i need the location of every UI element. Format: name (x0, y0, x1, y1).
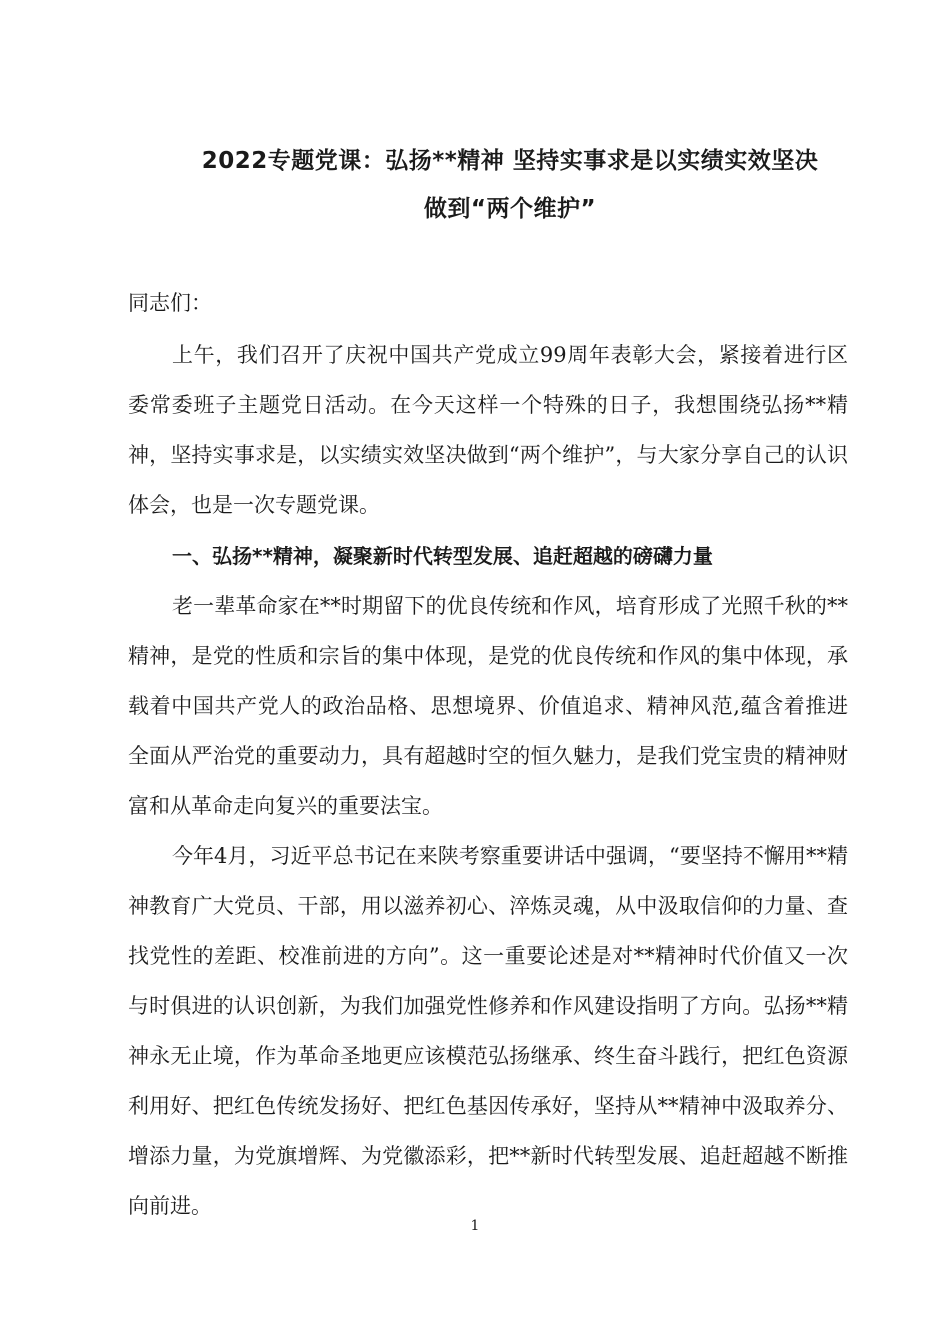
document-title-line-2: 做到“两个维护” (423, 196, 597, 222)
document-title-line-1: 2022专题党课：弘扬**精神 坚持实事求是以实绩实效坚决 (201, 148, 819, 174)
section-heading-1: 一、弘扬**精神，凝聚新时代转型发展、追赶超越的磅礴力量 (172, 544, 713, 568)
paragraph-intro: 上午，我们召开了庆祝中国共产党成立99周年表彰大会，紧接着进行区委常委班子主题党日活动。在今天这样一个特殊的日子，我想围绕弘扬**精神，坚持实事求是，以实绩实效坚决做到“两个维护”，与大家分享自己的认识体会，也是一次专题党课。 (128, 343, 848, 517)
greeting: 同志们： (128, 291, 212, 315)
paragraph-spirit: 老一辈革命家在**时期留下的优良传统和作风，培育形成了光照千秋的**精神，是党的性质和宗旨的集中体现，是党的优良传统和作风的集中体现，承载着中国共产党人的政治品格、思想境界、价值追求、精神风范,蕴含着推进全面从严治党的重要动力，具有超越时空的恒久魅力，是我们党宝贵的精神财富和从革命走向复兴的重要法宝。 (128, 594, 848, 818)
page-number: 1 (470, 1218, 480, 1234)
paragraph-speech: 今年4月，习近平总书记在来陕考察重要讲话中强调，“要坚持不懈用**精神教育广大党员、干部，用以滋养初心、淬炼灵魂，从中汲取信仰的力量、查找党性的差距、校准前进的方向”。这一重要论述是对**精神时代价值又一次与时俱进的认识创新，为我们加强党性修养和作风建设指明了方向。弘扬**精神永无止境，作为革命圣地更应该模范弘扬继承、终生奋斗践行，把红色资源利用好、把红色传统发扬好、把红色基因传承好，坚持从**精神中汲取养分、增添力量，为党旗增辉、为党徽添彩，把**新时代转型发展、追赶超越不断推向前进。 (128, 844, 848, 1218)
